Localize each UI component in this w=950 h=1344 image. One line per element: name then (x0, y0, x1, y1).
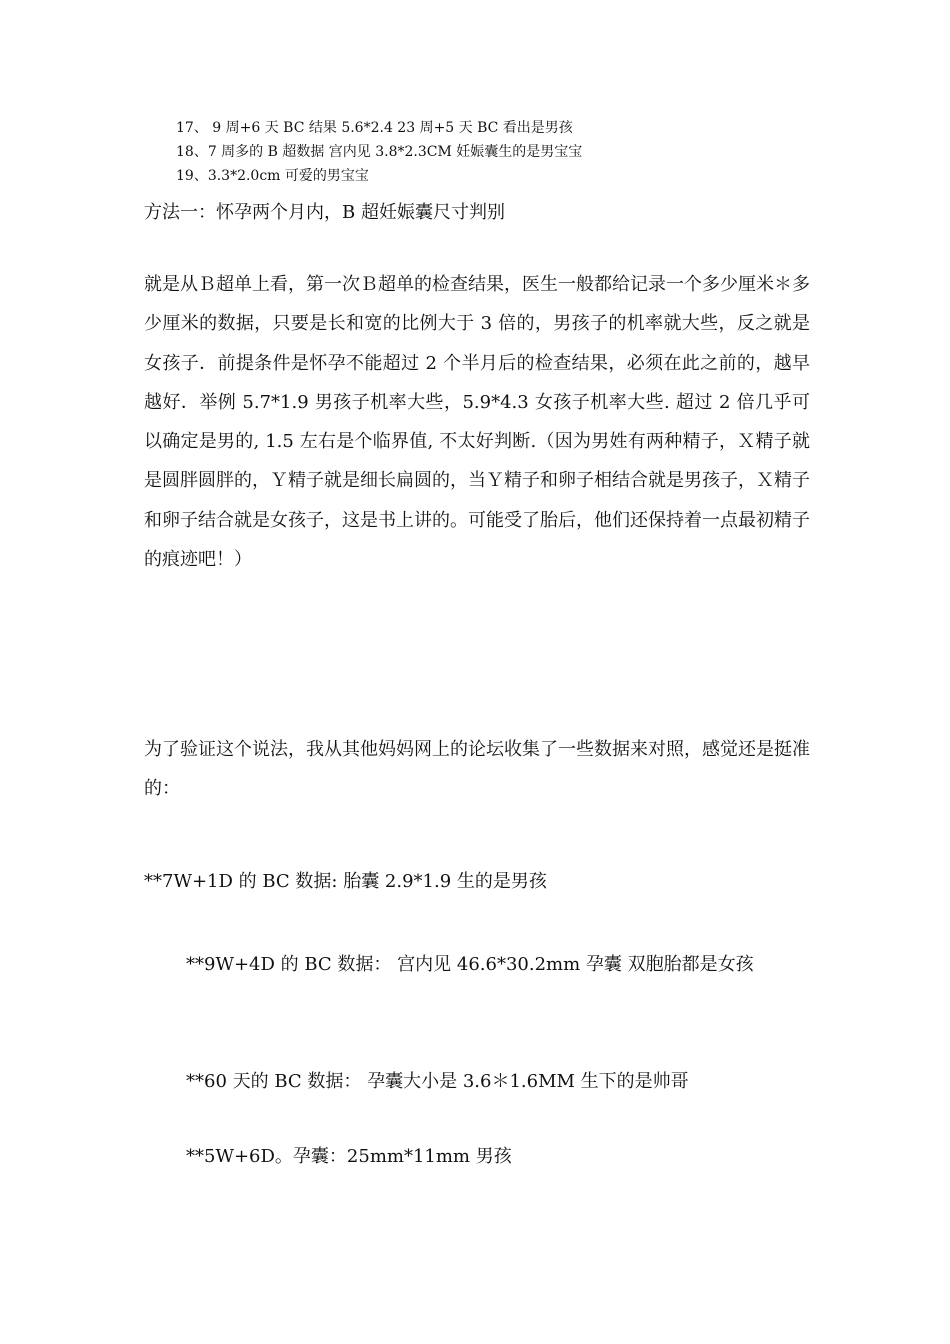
data-line-1: **7W+1D 的 BC 数据: 胎囊 2.9*1.9 生的是男孩 (144, 871, 547, 892)
verify-paragraph: 为了验证这个说法，我从其他妈妈网上的论坛收集了一些数据来对照，感觉还是挺准的： (144, 739, 810, 800)
list-item-19: 19、3.3*2.0cm 可爱的男宝宝 (176, 168, 369, 184)
list-item-18: 18、7 周多的 B 超数据 宫内见 3.8*2.3CM 妊娠囊生的是男宝宝 (176, 144, 583, 160)
data-line-4: **5W+6D。孕囊：25mm*11mm 男孩 (186, 1146, 512, 1167)
main-paragraph: 就是从Ｂ超单上看，第一次Ｂ超单的检查结果，医生一般都给记录一个多少厘米＊多少厘米的数据，只要是长和宽的比例大于 3 倍的，男孩子的机率就大些，反之就是女孩子．前提条件是怀孕不能超过 2 个半月后的检查结果，必须在此之前的，越早越好．举例 5.7*1.9 男孩子机率大些，5.9*4.3 女孩子机率大些. 超过 2 倍几乎可以确定是男的, 1.5 左右是个临界值, 不太好判断.（因为男姓有两种精子，Ｘ精子就是圆胖圆胖的，Ｙ精子就是细长扁圆的，当Ｙ精子和卵子相结合就是男孩子，Ｘ精子和卵子结合就是女孩子，这是书上讲的。可能受了胎后，他们还保持着一点最初精子的痕迹吧！） (144, 274, 810, 570)
data-line-2: **9W+4D 的 BC 数据： 宫内见 46.6*30.2mm 孕囊 双胞胎都是女孩 (186, 954, 754, 975)
method-heading: 方法一：怀孕两个月内，B 超妊娠囊尺寸判别 (144, 202, 505, 223)
numbered-list (176, 116, 826, 188)
list-item-17: 17、 9 周+6 天 BC 结果 5.6*2.4 23 周+5 天 BC 看出是男孩 (176, 120, 573, 136)
data-line-3: **60 天的 BC 数据： 孕囊大小是 3.6＊1.6MM 生下的是帅哥 (186, 1071, 689, 1092)
